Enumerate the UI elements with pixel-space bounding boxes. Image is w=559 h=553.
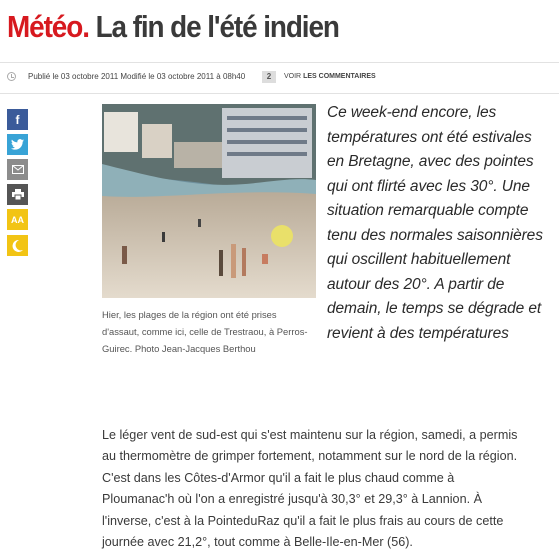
share-facebook-button[interactable] [7, 109, 28, 130]
comments-link-prefix: VOIR [284, 73, 302, 80]
headline-kicker: Météo. [7, 9, 89, 44]
article-headline [7, 8, 339, 46]
view-comments-link[interactable] [284, 73, 376, 80]
beach-photo [102, 104, 316, 298]
share-email-button[interactable] [7, 159, 28, 180]
share-twitter-button[interactable] [7, 134, 28, 155]
article-body-paragraph: Le léger vent de sud-est qui s'est maintenu sur la région, samedi, a permis au thermomètre de grimper fortement, notamment sur le nord de la région. C'est dans les Côtes-d'Armor qu'il a fait le plus chaud comme à Ploumanac'h où l'on a enregistré jusqu'à 30,3° et 29,3° à Lannion. À l'inverse, c'est à la PointeduRaz qu'il a fait le plus frais au cours de cette journée avec 21,2°, tout comme à Belle-Ile-en-Mer (56). [102, 428, 518, 550]
night-mode-button[interactable] [7, 235, 28, 256]
font-size-icon: AA [11, 214, 24, 225]
twitter-icon [11, 139, 24, 150]
comments-link-label: LES COMMENTAIRES [303, 73, 376, 80]
printer-icon [12, 189, 24, 200]
font-size-button[interactable] [7, 209, 28, 230]
article-meta-bar [0, 62, 559, 94]
facebook-icon: f [15, 112, 20, 127]
article-lead: Ce week-end encore, les températures ont été estivales en Bretagne, avec des pointes qui ont flirté avec les 30°. Une situation remarquable compte tenu des normales saisonnières qui oscillent habituellement autour des 20°. A partir de demain, le temps se dégrade et revient à des températures [327, 104, 543, 342]
moon-icon [12, 240, 23, 252]
publication-dates: Publié le 03 octobre 2011 Modifié le 03 octobre 2011 à 08h40 [28, 72, 246, 81]
comments-count-badge[interactable]: 2 [262, 71, 276, 83]
photo-caption: Hier, les plages de la région ont été prises d'assaut, comme ici, celle de Trestraou, à Perros-Guirec. Photo Jean-Jacques Berthou [102, 309, 308, 354]
headline-title: La fin de l'été indien [95, 9, 339, 44]
print-button[interactable] [7, 184, 28, 205]
envelope-icon [12, 165, 24, 174]
clock-icon [7, 72, 16, 81]
